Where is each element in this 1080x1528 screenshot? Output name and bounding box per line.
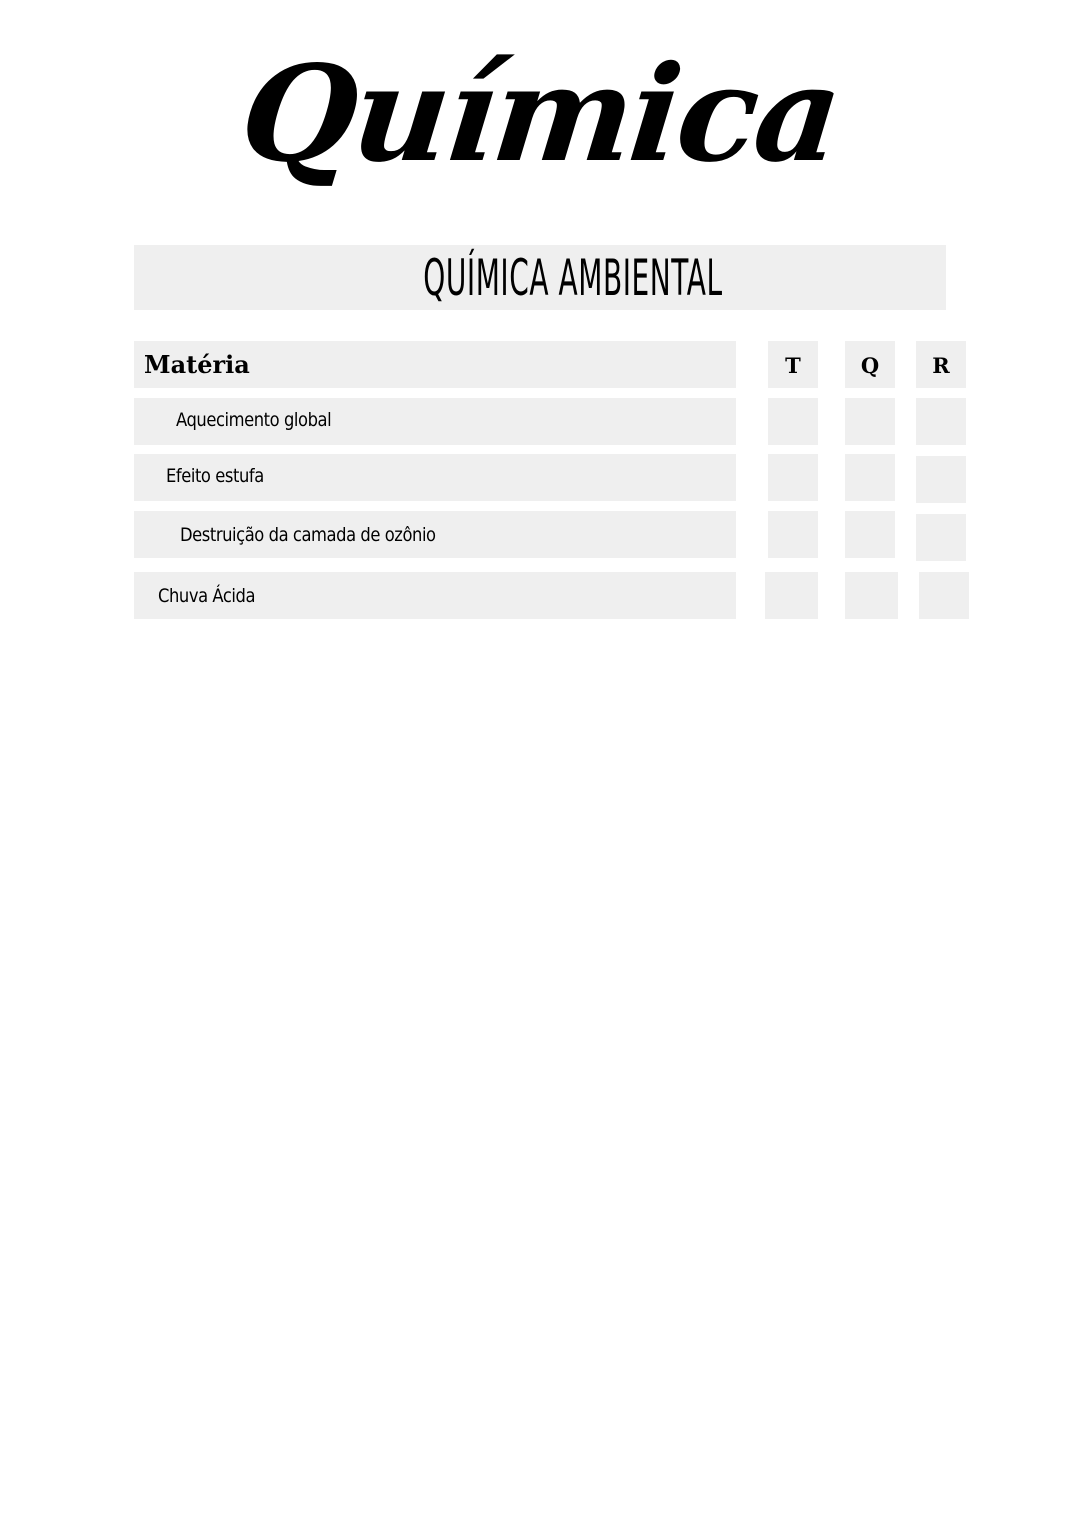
checkbox-t[interactable] [768,511,818,558]
checkbox-q[interactable] [845,572,898,619]
checkbox-t[interactable] [765,572,818,619]
table-header-cell [134,341,736,388]
section-banner [134,245,946,310]
row-label: Chuva Ácida [158,585,256,607]
row-label: Destruição da camada de ozônio [180,524,436,546]
checkbox-r[interactable] [916,514,966,561]
table-row [134,511,736,558]
checkbox-q[interactable] [845,398,895,445]
table-row [134,398,736,445]
checkbox-t[interactable] [768,454,818,501]
row-label: Efeito estufa [166,465,264,487]
column-header-t: T [768,341,818,388]
checkbox-r[interactable] [916,398,966,445]
checkbox-t[interactable] [768,398,818,445]
section-title: QUÍMICA AMBIENTAL [423,249,723,307]
checkbox-q[interactable] [845,454,895,501]
row-label: Aquecimento global [176,409,332,431]
table-row [134,572,736,619]
checkbox-r[interactable] [919,572,969,619]
checkbox-r[interactable] [916,456,966,503]
checkbox-q[interactable] [845,511,895,558]
table-header-label: Matéria [144,350,250,379]
table-row [134,454,736,501]
page-title: Química [233,37,847,192]
column-header-q: Q [845,341,895,388]
column-header-r: R [916,341,966,388]
